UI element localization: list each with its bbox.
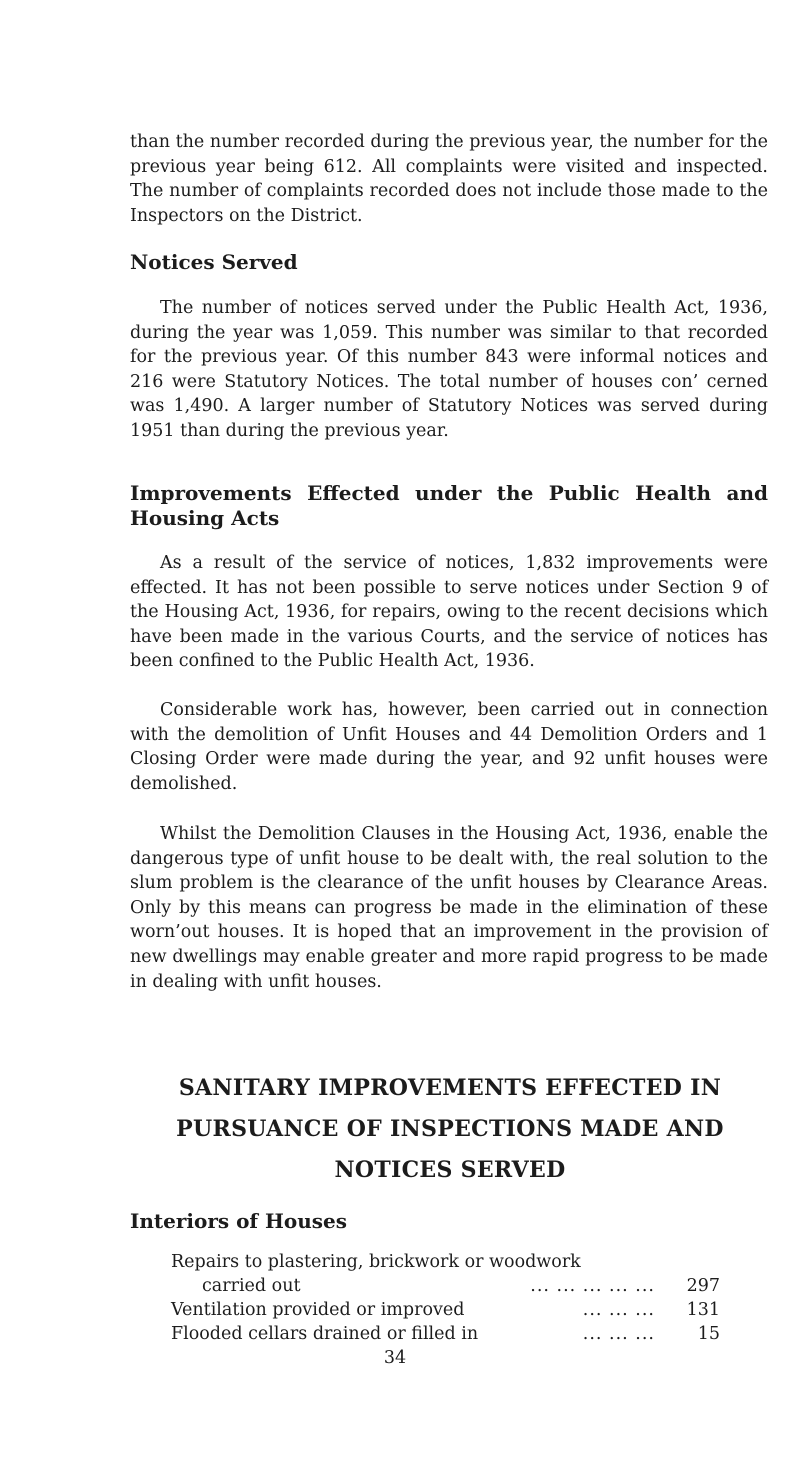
interiors-heading: Interiors of Houses bbox=[130, 1209, 348, 1233]
leader-dots: ... ... ... ... ... bbox=[530, 1276, 655, 1296]
improvements-paragraph-1: As a result of the service of notices, 1,832 improvements were effected. It has not been possible to serve notices under Section 9 of the Housing Act, 1936, for repairs, owing to the recent decisions which have been made in the various Courts, and the service of notices has been confined to the Public Health Act, 1936. bbox=[130, 553, 768, 672]
improvements-paragraph-3: Whilst the Demolition Clauses in the Housing Act, 1936, enable the dangerous type of unfit house to be dealt with, the real solution to the slum problem is the clearance of the unfit houses by Clearance Areas. Only by this means can progress be made in the elimination of these worn’out houses. It is hoped that an improvement in the provision of new dwellings may enable greater and more rapid progress to be made in dealing with unfit houses. bbox=[130, 824, 768, 992]
item-label: Flooded cellars drained or filled in bbox=[171, 1324, 479, 1344]
list-item bbox=[202, 1274, 655, 1298]
improvements-heading: Improvements Effected under the Public Health and Housing Acts bbox=[130, 481, 768, 530]
list-item bbox=[171, 1298, 655, 1322]
sanitary-heading-line-2: PURSUANCE OF INSPECTIONS MADE AND bbox=[176, 1116, 724, 1142]
notices-served-paragraph: The number of notices served under the Public Health Act, 1936, during the year was 1,059. This number was similar to that recorded for the previous year. Of this number 843 were informal notices and 216 were Statutory Notices. The total number of houses con’ cerned was 1,490. A larger number of Statutory Notices was served during 1951 than during the previous year. bbox=[130, 298, 768, 441]
improvements-paragraph-2: Considerable work has, however, been carried out in connection with the demolition of Unfit Houses and 44 Demolition Orders and 1 Closing Order were made during the year, and 92 unfit houses were demolished. bbox=[130, 700, 768, 794]
item-value: 15 bbox=[697, 1324, 720, 1344]
sanitary-heading-line-1: SANITARY IMPROVEMENTS EFFECTED IN bbox=[178, 1075, 722, 1101]
item-value: 131 bbox=[686, 1300, 720, 1320]
list-item bbox=[171, 1322, 655, 1346]
sanitary-heading-line-3: NOTICES SERVED bbox=[334, 1157, 566, 1183]
leader-dots: ... ... ... bbox=[582, 1324, 655, 1344]
leader-dots: ... ... ... bbox=[582, 1300, 655, 1320]
page-number: 34 bbox=[383, 1348, 407, 1368]
item-value: 297 bbox=[686, 1276, 720, 1296]
item-label: Repairs to plastering, brickwork or woodwork bbox=[171, 1252, 581, 1272]
item-label: Ventilation provided or improved bbox=[171, 1300, 465, 1320]
notices-served-heading: Notices Served bbox=[130, 250, 298, 274]
intro-paragraph: than the number recorded during the previous year, the number for the previous year being 612. All complaints were visited and inspected. The number of complaints recorded does not include those made to the Inspectors on the District. bbox=[130, 132, 768, 226]
item-label: carried out bbox=[202, 1276, 301, 1296]
list-item bbox=[171, 1250, 655, 1274]
